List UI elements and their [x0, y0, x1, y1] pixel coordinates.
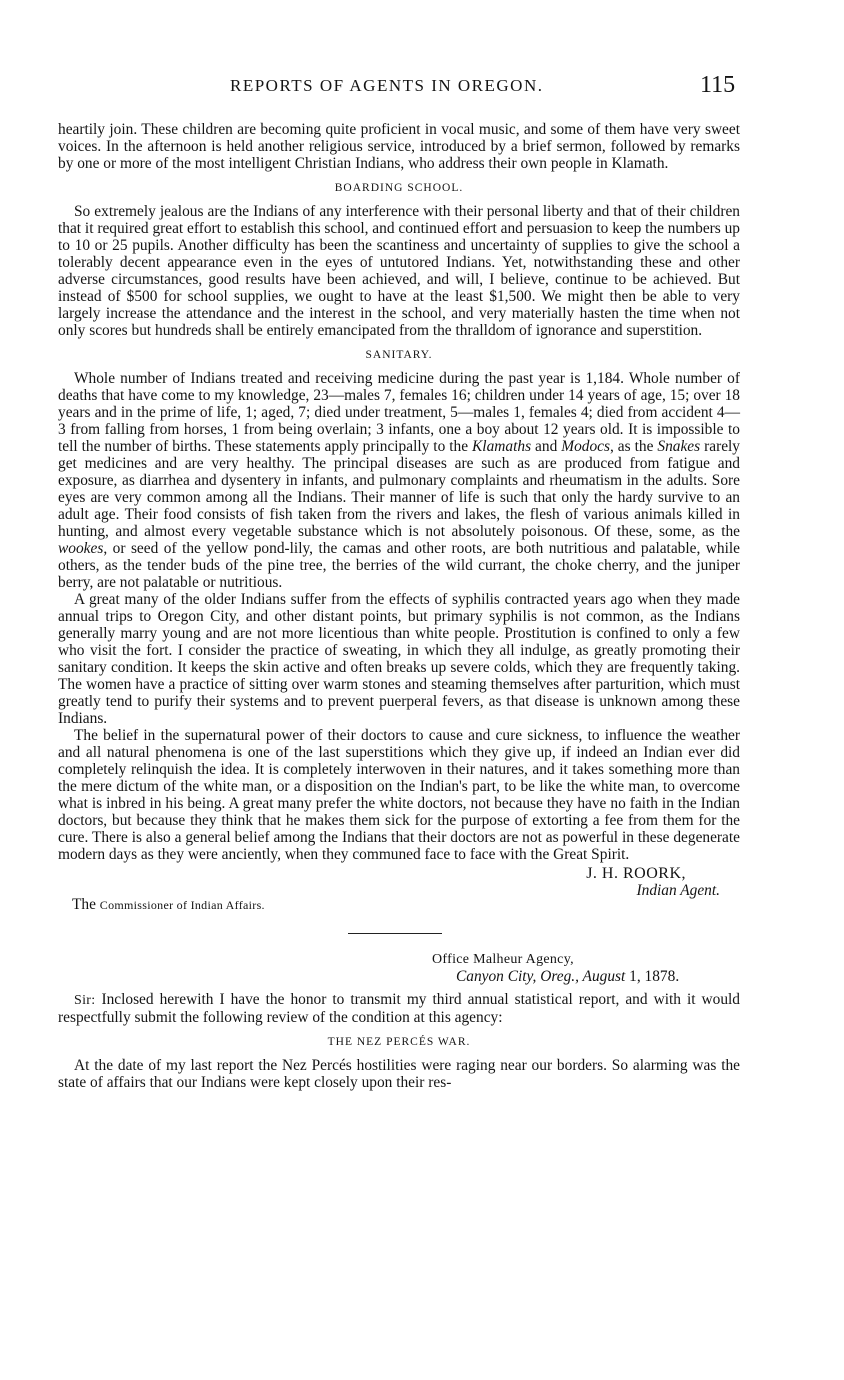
- klamaths-term: Klamaths: [472, 438, 532, 455]
- salutation: Sir:: [74, 993, 96, 1008]
- page-header: [0, 72, 844, 106]
- nez-perces-paragraph: At the date of my last report the Nez Percés hostilities were raging near our borders. So alarming was the state of affairs that our Indians were kept closely upon their res-: [58, 1057, 740, 1091]
- sanitary-paragraph-3: The belief in the supernatural power of their doctors to cause and cure sickness, to influence the weather and all natural phenomena is one of the last superstitions which they give up, if indeed an Indian ever did completely relinquish the idea. It is completely interwoven in their natures, and it takes something more than the mere dictum of the white man, or a disposition on the Indian's part, to be like the white man, to overcome what is inbred in his being. A great many prefer the white doctors, not because they have no faith in the Indian doctors, but because they think that he makes them sick for the purpose of extorting a fee from them for the cure. There is also a general belief among the Indians that their doctors are not as powerful in these degenerate modern days as they were anciently, when they communed face to face with the Great Spirit.: [58, 727, 740, 863]
- dateline: [58, 951, 740, 991]
- conjunction-as-the: , as the: [609, 438, 658, 455]
- sanitary-text-c: , or seed of the yellow pond-lily, the camas and other roots, are both nutritious and palatable, while others, as the tender buds of the pine tree, the berries of the wild currant, the choke cherry, and the juniper berry, are not palatable or nutritious.: [58, 540, 740, 591]
- addressee-article: The: [72, 896, 100, 913]
- conjunction-and: and: [531, 438, 562, 455]
- signature-name: J. H. ROORK,: [586, 865, 686, 882]
- report-body: [58, 121, 740, 1091]
- addressee: [72, 896, 265, 914]
- boarding-school-paragraph: So extremely jealous are the Indians of any interference with their personal liberty and that of their children that it required great effort to establish this school, and continued effort and persuasion to keep the numbers up to 10 or 25 pupils. Another difficulty has been the scantiness and uncertainty of supplies to give the school a tolerably decent appearance even in the eyes of untutored Indians. Yet, notwithstanding these and other adverse circumstances, good results have been achieved, and will, I believe, continue to be achieved. But instead of $500 for school supplies, we ought to have at the least $1,500. We might then be able to very largely increase the attendance and the interest in the school, and very materially hasten the time when not only scores but hundreds shall be entirely emancipated from the thralldom of ignorance and superstition.: [58, 203, 740, 339]
- place-name: Canyon City, Oreg., August: [456, 968, 626, 985]
- snakes-term: Snakes: [657, 438, 701, 455]
- date-rest: 1, 1878.: [625, 968, 680, 985]
- nez-perces-heading: THE NEZ PERCÉS WAR.: [327, 1036, 471, 1048]
- sanitary-heading: SANITARY.: [365, 349, 433, 361]
- sanitary-paragraph-1: [58, 370, 740, 591]
- modocs-term: Modocs: [561, 438, 610, 455]
- page-number: 115: [700, 72, 736, 98]
- running-head: REPORTS OF AGENTS IN OREGON.: [230, 76, 544, 95]
- addressee-name: Commissioner of Indian Affairs.: [99, 898, 265, 912]
- office-line: Office Malheur Agency,: [432, 952, 574, 967]
- salutation-body: Inclosed herewith I have the honor to transmit my third annual statistical report, and with it would respectfully submit the following review of the condition at this agency:: [58, 991, 740, 1026]
- sanitary-text-a: Whole number of Indians treated and receiving medicine during the past year is 1,184. Whole number of deaths that have come to my knowledge, 23—males 7, females 16; children under 14 years of age, 15; over 18 years and in the prime of life, 1; aged, 7; died under treatment, 5—males 1, females 4; died from accident 4—3 from falling from horses, 1 from being overlain; 3 infants, one a boy about 12 years old. It is impossible to tell the number of births. These statements apply principally to the: [58, 370, 740, 455]
- signature-title: Indian Agent.: [636, 882, 720, 899]
- signature-block: [58, 863, 740, 919]
- section-divider: [348, 933, 442, 934]
- boarding-school-heading: BOARDING SCHOOL.: [334, 182, 464, 194]
- wookes-term: wookes: [58, 540, 104, 557]
- salutation-paragraph: [58, 991, 740, 1026]
- place-line: [456, 968, 679, 985]
- intro-paragraph: heartily join. These children are becoming quite proficient in vocal music, and some of them have very sweet voices. In the afternoon is held another religious service, introduced by a brief sermon, followed by remarks by one or more of the most intelligent Christian Indians, who address their own people in Klamath.: [58, 121, 740, 172]
- sanitary-paragraph-2: A great many of the older Indians suffer from the effects of syphilis contracted years ago when they made annual trips to Oregon City, and other distant points, but primary syphilis is not common, as the Indians generally marry young and are not more licentious than white people. Prostitution is confined to only a few who visit the fort. I consider the practice of sweating, in which they all indulge, as greatly promoting their sanitary condition. It keeps the skin active and often breaks up severe colds, which they are frequently taking. The women have a practice of sitting over warm stones and steaming themselves after parturition, which must greatly tend to purify their systems and to prevent puerperal fevers, as that disease is unknown among these Indians.: [58, 591, 740, 727]
- sanitary-text-b: rarely get medicines and are very healthy. The principal diseases are such as are produced from fatigue and exposure, as diarrhea and dysentery in infants, and pulmonary complaints and rheumatism in the adults. Sore eyes are very common among all the Indians. Their manner of life is such that only the hardy survive to an adult age. Their food consists of fish taken from the rivers and lakes, the flesh of various animals killed in hunting, and almost every vegetable substance which is not absolutely poisonous. Of these, some, as the: [58, 438, 741, 540]
